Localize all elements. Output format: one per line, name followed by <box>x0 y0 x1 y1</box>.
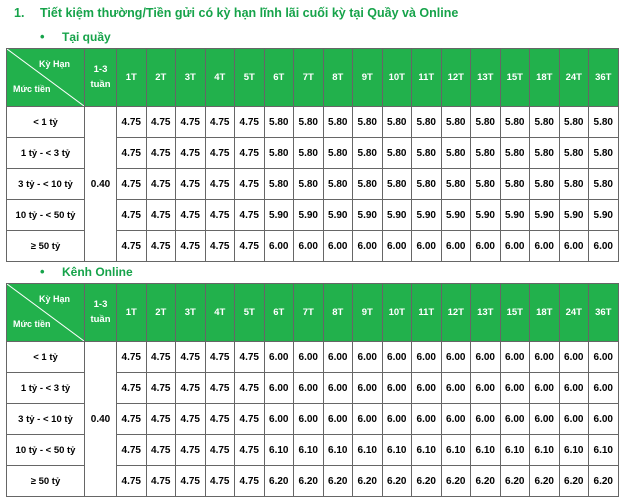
rate-cell: 5.90 <box>323 200 353 231</box>
heading-number: 1. <box>14 6 25 20</box>
term-column-header: 2T <box>146 284 176 342</box>
rate-cell: 4.75 <box>235 169 265 200</box>
rate-cell: 5.90 <box>530 200 560 231</box>
rate-cell: 6.10 <box>500 435 530 466</box>
rate-cell: 6.00 <box>323 231 353 262</box>
rate-cell: 6.00 <box>264 231 294 262</box>
rate-cell: 4.75 <box>117 373 147 404</box>
term-column-header: 3T <box>176 49 206 107</box>
rate-cell: 6.00 <box>559 231 589 262</box>
rate-cell: 6.00 <box>412 231 442 262</box>
rate-cell: 4.75 <box>146 435 176 466</box>
rate-cell: 5.80 <box>323 107 353 138</box>
corner-header <box>7 49 85 107</box>
rate-cell: 6.00 <box>530 373 560 404</box>
rate-cell: 5.80 <box>589 138 619 169</box>
tier-label: 3 tỷ - < 10 tỷ <box>7 404 85 435</box>
rate-cell: 6.20 <box>441 466 471 497</box>
rate-cell: 4.75 <box>117 231 147 262</box>
rate-cell: 6.00 <box>471 231 501 262</box>
rate-cell: 4.75 <box>117 466 147 497</box>
rate-table-online <box>6 283 619 497</box>
rate-cell: 6.00 <box>589 404 619 435</box>
rate-cell: 5.80 <box>412 107 442 138</box>
rate-cell: 6.00 <box>323 373 353 404</box>
rate-cell: 5.90 <box>412 200 442 231</box>
term-column-header: 36T <box>589 49 619 107</box>
rate-cell: 6.00 <box>559 404 589 435</box>
table-row <box>7 342 619 373</box>
week-column-label: 1-3 tuần <box>90 299 111 325</box>
rate-cell: 6.10 <box>559 435 589 466</box>
rate-cell: 6.00 <box>530 231 560 262</box>
term-column-header: 24T <box>559 49 589 107</box>
header-row <box>7 49 619 107</box>
amount-axis-label: Mức tiền <box>13 84 51 94</box>
rate-cell: 6.00 <box>500 342 530 373</box>
rate-cell: 6.10 <box>323 435 353 466</box>
rate-cell: 5.80 <box>500 107 530 138</box>
rate-cell: 6.00 <box>471 373 501 404</box>
rate-cell: 6.00 <box>323 342 353 373</box>
rate-cell: 5.80 <box>530 169 560 200</box>
rate-cell: 6.00 <box>264 404 294 435</box>
rate-cell: 6.00 <box>353 373 383 404</box>
rate-cell: 6.10 <box>589 435 619 466</box>
term-column-header: 6T <box>264 284 294 342</box>
rate-cell: 4.75 <box>235 373 265 404</box>
rate-cell: 6.00 <box>382 404 412 435</box>
rate-cell: 4.75 <box>176 200 206 231</box>
rate-cell: 4.75 <box>176 138 206 169</box>
rate-cell: 5.80 <box>353 138 383 169</box>
bullet-icon: • <box>40 29 45 44</box>
term-column-header: 10T <box>382 284 412 342</box>
rate-cell: 5.80 <box>589 107 619 138</box>
rate-cell: 6.20 <box>353 466 383 497</box>
rate-cell: 6.00 <box>589 342 619 373</box>
rate-cell: 6.00 <box>589 231 619 262</box>
rate-cell: 5.80 <box>441 107 471 138</box>
tier-label: 1 tỷ - < 3 tỷ <box>7 138 85 169</box>
rate-cell: 5.80 <box>294 169 324 200</box>
rate-cell: 4.75 <box>176 373 206 404</box>
rate-cell: 6.00 <box>530 404 560 435</box>
rate-cell: 6.00 <box>294 373 324 404</box>
rate-cell: 5.80 <box>589 169 619 200</box>
term-column-header: 4T <box>205 49 235 107</box>
amount-axis-label: Mức tiền <box>13 319 51 329</box>
term-column-header: 1T <box>117 49 147 107</box>
term-column-header: 3T <box>176 284 206 342</box>
term-column-header: 9T <box>353 49 383 107</box>
rate-cell: 6.00 <box>412 373 442 404</box>
rate-cell: 6.10 <box>294 435 324 466</box>
tier-label: 10 tỷ - < 50 tỷ <box>7 200 85 231</box>
rate-cell: 4.75 <box>235 435 265 466</box>
term-column-header: 36T <box>589 284 619 342</box>
rate-cell: 4.75 <box>117 200 147 231</box>
bullet-icon: • <box>40 264 45 279</box>
table-row <box>7 107 619 138</box>
rate-cell: 6.00 <box>382 342 412 373</box>
rate-cell: 6.00 <box>500 404 530 435</box>
rate-cell: 6.00 <box>294 404 324 435</box>
section-title-online <box>40 264 133 279</box>
rate-cell: 6.00 <box>353 231 383 262</box>
rate-cell: 5.80 <box>353 169 383 200</box>
rate-cell: 4.75 <box>146 373 176 404</box>
section-title-text: Tại quầy <box>62 30 111 44</box>
term-column-header: 2T <box>146 49 176 107</box>
rate-cell: 6.00 <box>441 373 471 404</box>
rate-cell: 6.10 <box>264 435 294 466</box>
rate-cell: 5.90 <box>471 200 501 231</box>
heading-text: Tiết kiệm thường/Tiền gửi có kỳ hạn lĩnh lãi cuối kỳ tại Quầy và Online <box>40 6 459 20</box>
rate-cell: 6.00 <box>471 404 501 435</box>
term-column-header: 12T <box>441 49 471 107</box>
rate-cell: 6.00 <box>441 404 471 435</box>
rate-cell: 4.75 <box>205 466 235 497</box>
rate-cell: 5.90 <box>500 200 530 231</box>
rate-cell: 4.75 <box>176 169 206 200</box>
week-rate-cell: 0.40 <box>85 107 117 262</box>
rate-cell: 5.80 <box>471 169 501 200</box>
rate-cell: 5.80 <box>500 169 530 200</box>
term-column-header: 15T <box>500 284 530 342</box>
rate-cell: 6.10 <box>382 435 412 466</box>
rate-cell: 4.75 <box>235 342 265 373</box>
rate-cell: 5.90 <box>559 200 589 231</box>
term-column-header: 8T <box>323 49 353 107</box>
tier-label: < 1 tỷ <box>7 342 85 373</box>
term-column-header: 8T <box>323 284 353 342</box>
rate-cell: 6.00 <box>323 404 353 435</box>
tier-label: 3 tỷ - < 10 tỷ <box>7 169 85 200</box>
term-column-header: 7T <box>294 49 324 107</box>
section-title-counter <box>40 29 111 44</box>
rate-cell: 4.75 <box>117 435 147 466</box>
rate-cell: 5.80 <box>471 138 501 169</box>
rate-cell: 6.00 <box>441 231 471 262</box>
rate-cell: 6.20 <box>294 466 324 497</box>
rate-cell: 5.80 <box>323 169 353 200</box>
rate-cell: 6.20 <box>412 466 442 497</box>
rate-cell: 4.75 <box>235 466 265 497</box>
rate-cell: 4.75 <box>235 138 265 169</box>
rate-cell: 4.75 <box>176 107 206 138</box>
rate-cell: 5.80 <box>441 138 471 169</box>
rate-cell: 4.75 <box>176 466 206 497</box>
rate-cell: 6.00 <box>382 231 412 262</box>
rate-cell: 6.00 <box>294 342 324 373</box>
rate-cell: 6.00 <box>382 373 412 404</box>
rate-cell: 4.75 <box>117 107 147 138</box>
rate-cell: 5.80 <box>382 169 412 200</box>
rate-cell: 5.90 <box>382 200 412 231</box>
rate-cell: 6.00 <box>471 342 501 373</box>
rate-cell: 4.75 <box>205 200 235 231</box>
rate-cell: 4.75 <box>205 231 235 262</box>
term-column-header: 10T <box>382 49 412 107</box>
header-row <box>7 284 619 342</box>
term-column-header: 5T <box>235 284 265 342</box>
rate-cell: 4.75 <box>146 466 176 497</box>
rate-cell: 6.10 <box>353 435 383 466</box>
rate-cell: 6.00 <box>264 373 294 404</box>
week-column-header <box>85 49 117 107</box>
rate-cell: 6.00 <box>559 342 589 373</box>
rate-cell: 6.00 <box>441 342 471 373</box>
rate-cell: 6.00 <box>353 404 383 435</box>
rate-cell: 6.20 <box>559 466 589 497</box>
rate-cell: 5.80 <box>264 138 294 169</box>
term-column-header: 9T <box>353 284 383 342</box>
rate-cell: 4.75 <box>117 138 147 169</box>
rate-cell: 4.75 <box>205 435 235 466</box>
rate-cell: 5.80 <box>441 169 471 200</box>
week-column-label: 1-3 tuần <box>90 64 111 90</box>
rate-cell: 6.20 <box>264 466 294 497</box>
rate-cell: 5.90 <box>353 200 383 231</box>
rate-cell: 5.80 <box>559 107 589 138</box>
rate-cell: 5.90 <box>294 200 324 231</box>
rate-cell: 6.00 <box>589 373 619 404</box>
rate-cell: 4.75 <box>176 435 206 466</box>
rate-cell: 4.75 <box>205 373 235 404</box>
term-column-header: 5T <box>235 49 265 107</box>
rate-cell: 6.20 <box>530 466 560 497</box>
rate-cell: 4.75 <box>146 169 176 200</box>
rate-cell: 5.80 <box>294 107 324 138</box>
term-column-header: 4T <box>205 284 235 342</box>
rate-cell: 4.75 <box>205 169 235 200</box>
rate-cell: 4.75 <box>146 200 176 231</box>
rate-cell: 6.00 <box>559 373 589 404</box>
rate-cell: 4.75 <box>235 231 265 262</box>
rate-cell: 6.20 <box>471 466 501 497</box>
rate-cell: 5.80 <box>500 138 530 169</box>
rate-cell: 6.10 <box>471 435 501 466</box>
rate-cell: 5.80 <box>471 107 501 138</box>
rate-table-counter <box>6 48 619 262</box>
rate-cell: 6.00 <box>353 342 383 373</box>
rate-cell: 6.00 <box>500 373 530 404</box>
tier-label: ≥ 50 tỷ <box>7 231 85 262</box>
rate-cell: 6.10 <box>412 435 442 466</box>
rate-cell: 4.75 <box>176 342 206 373</box>
week-rate-cell: 0.40 <box>85 342 117 497</box>
rate-cell: 5.80 <box>412 138 442 169</box>
rate-cell: 4.75 <box>146 138 176 169</box>
term-axis-label: Kỳ Hạn <box>38 294 70 304</box>
term-column-header: 13T <box>471 284 501 342</box>
rate-cell: 4.75 <box>205 138 235 169</box>
rate-cell: 4.75 <box>235 404 265 435</box>
rate-cell: 5.80 <box>382 107 412 138</box>
tier-label: ≥ 50 tỷ <box>7 466 85 497</box>
term-column-header: 1T <box>117 284 147 342</box>
rate-cell: 4.75 <box>117 169 147 200</box>
rate-cell: 4.75 <box>205 404 235 435</box>
rate-cell: 4.75 <box>176 231 206 262</box>
rate-cell: 6.20 <box>589 466 619 497</box>
rate-cell: 6.20 <box>323 466 353 497</box>
term-column-header: 15T <box>500 49 530 107</box>
term-column-header: 6T <box>264 49 294 107</box>
rate-cell: 4.75 <box>117 342 147 373</box>
rate-cell: 6.20 <box>382 466 412 497</box>
rate-cell: 5.80 <box>264 169 294 200</box>
tier-label: < 1 tỷ <box>7 107 85 138</box>
rate-cell: 5.90 <box>589 200 619 231</box>
rate-cell: 5.80 <box>323 138 353 169</box>
rate-cell: 5.80 <box>294 138 324 169</box>
rate-cell: 5.80 <box>559 138 589 169</box>
rate-cell: 6.00 <box>500 231 530 262</box>
term-column-header: 13T <box>471 49 501 107</box>
rate-cell: 5.80 <box>382 138 412 169</box>
tier-label: 1 tỷ - < 3 tỷ <box>7 373 85 404</box>
rate-cell: 4.75 <box>146 107 176 138</box>
rate-cell: 6.00 <box>412 342 442 373</box>
rate-cell: 6.10 <box>530 435 560 466</box>
rate-cell: 6.20 <box>500 466 530 497</box>
rate-cell: 5.80 <box>530 107 560 138</box>
rate-cell: 5.80 <box>264 107 294 138</box>
rate-cell: 4.75 <box>146 342 176 373</box>
rate-cell: 6.00 <box>530 342 560 373</box>
term-column-header: 24T <box>559 284 589 342</box>
rate-cell: 6.00 <box>294 231 324 262</box>
term-axis-label: Kỳ Hạn <box>38 59 70 69</box>
rate-cell: 5.80 <box>353 107 383 138</box>
rate-cell: 4.75 <box>146 231 176 262</box>
week-column-header <box>85 284 117 342</box>
term-column-header: 11T <box>412 49 442 107</box>
section-title-text: Kênh Online <box>62 265 133 279</box>
rate-cell: 5.80 <box>559 169 589 200</box>
rate-cell: 6.00 <box>264 342 294 373</box>
rate-cell: 5.80 <box>530 138 560 169</box>
rate-cell: 6.00 <box>412 404 442 435</box>
rate-cell: 4.75 <box>146 404 176 435</box>
rate-cell: 4.75 <box>205 342 235 373</box>
rate-cell: 4.75 <box>117 404 147 435</box>
rate-cell: 5.90 <box>264 200 294 231</box>
term-column-header: 7T <box>294 284 324 342</box>
rate-cell: 5.80 <box>412 169 442 200</box>
rate-cell: 4.75 <box>235 200 265 231</box>
rate-cell: 4.75 <box>176 404 206 435</box>
term-column-header: 18T <box>530 49 560 107</box>
term-column-header: 11T <box>412 284 442 342</box>
rate-cell: 4.75 <box>205 107 235 138</box>
page-heading <box>14 6 458 20</box>
term-column-header: 12T <box>441 284 471 342</box>
rate-cell: 4.75 <box>235 107 265 138</box>
term-column-header: 18T <box>530 284 560 342</box>
rate-cell: 5.90 <box>441 200 471 231</box>
corner-header <box>7 284 85 342</box>
tier-label: 10 tỷ - < 50 tỷ <box>7 435 85 466</box>
rate-cell: 6.10 <box>441 435 471 466</box>
